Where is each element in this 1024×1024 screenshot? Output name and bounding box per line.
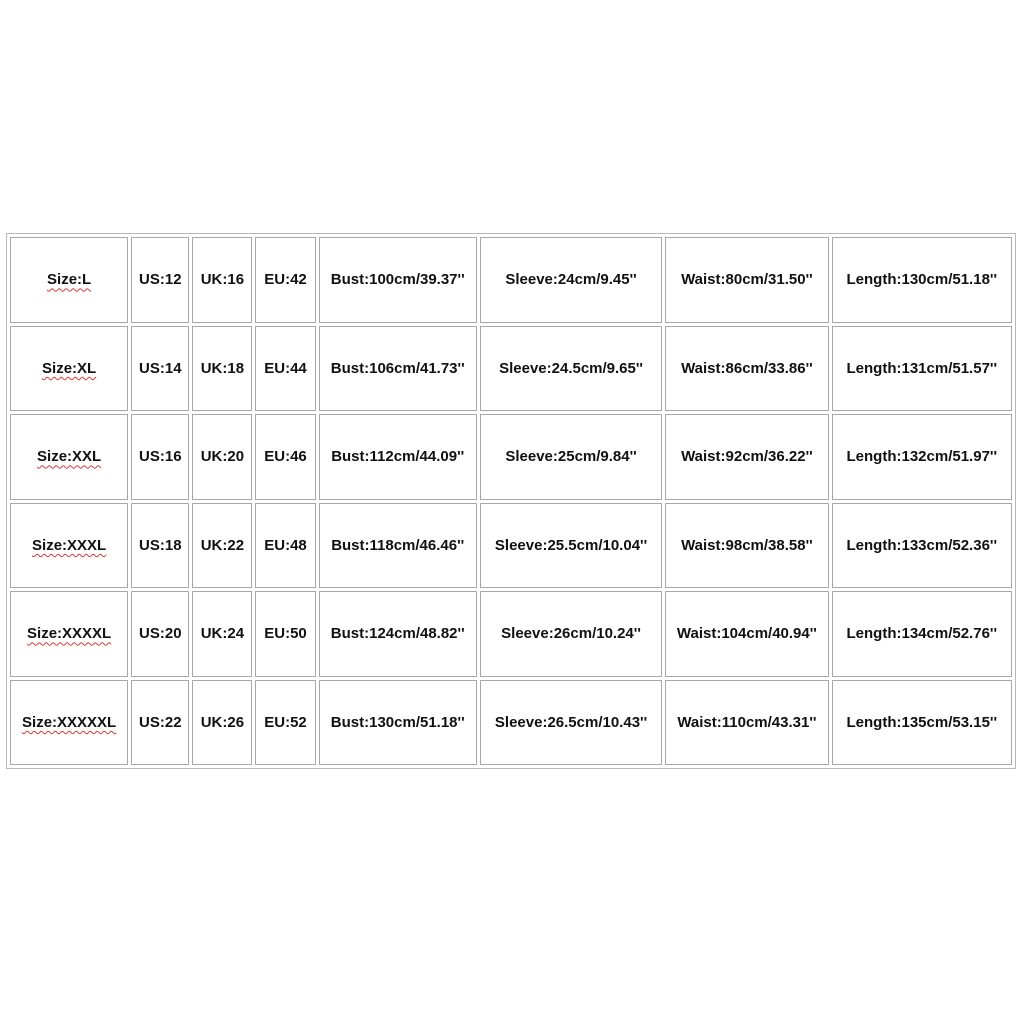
table-row	[10, 237, 1012, 323]
waist-cell: Waist:92cm/36.22''	[665, 414, 828, 500]
length-cell: Length:135cm/53.15''	[832, 680, 1012, 766]
table-row	[10, 591, 1012, 677]
size-label-cell: Size:XXXL	[10, 503, 128, 589]
length-cell: Length:130cm/51.18''	[832, 237, 1012, 323]
uk-size-cell: UK:20	[192, 414, 252, 500]
uk-size-cell: UK:18	[192, 326, 252, 412]
uk-size-cell: UK:26	[192, 680, 252, 766]
table-row	[10, 414, 1012, 500]
length-cell: Length:132cm/51.97''	[832, 414, 1012, 500]
eu-size-cell: EU:44	[255, 326, 315, 412]
us-size-cell: US:20	[131, 591, 189, 677]
us-size-cell: US:12	[131, 237, 189, 323]
size-chart-table	[6, 233, 1016, 769]
bust-cell: Bust:112cm/44.09''	[319, 414, 477, 500]
uk-size-cell: UK:16	[192, 237, 252, 323]
length-cell: Length:131cm/51.57''	[832, 326, 1012, 412]
sleeve-cell: Sleeve:24cm/9.45''	[480, 237, 662, 323]
us-size-cell: US:22	[131, 680, 189, 766]
us-size-cell: US:16	[131, 414, 189, 500]
waist-cell: Waist:80cm/31.50''	[665, 237, 828, 323]
sleeve-cell: Sleeve:24.5cm/9.65''	[480, 326, 662, 412]
table-row	[10, 680, 1012, 766]
waist-cell: Waist:110cm/43.31''	[665, 680, 828, 766]
waist-cell: Waist:98cm/38.58''	[665, 503, 828, 589]
bust-cell: Bust:106cm/41.73''	[319, 326, 477, 412]
uk-size-cell: UK:22	[192, 503, 252, 589]
table-row	[10, 503, 1012, 589]
bust-cell: Bust:118cm/46.46''	[319, 503, 477, 589]
size-label-cell: Size:L	[10, 237, 128, 323]
sleeve-cell: Sleeve:25cm/9.84''	[480, 414, 662, 500]
eu-size-cell: EU:46	[255, 414, 315, 500]
length-cell: Length:134cm/52.76''	[832, 591, 1012, 677]
eu-size-cell: EU:52	[255, 680, 315, 766]
sleeve-cell: Sleeve:25.5cm/10.04''	[480, 503, 662, 589]
eu-size-cell: EU:42	[255, 237, 315, 323]
size-label-cell: Size:XXXXXL	[10, 680, 128, 766]
waist-cell: Waist:86cm/33.86''	[665, 326, 828, 412]
eu-size-cell: EU:48	[255, 503, 315, 589]
size-label-cell: Size:XXL	[10, 414, 128, 500]
waist-cell: Waist:104cm/40.94''	[665, 591, 828, 677]
length-cell: Length:133cm/52.36''	[832, 503, 1012, 589]
us-size-cell: US:14	[131, 326, 189, 412]
bust-cell: Bust:124cm/48.82''	[319, 591, 477, 677]
bust-cell: Bust:130cm/51.18''	[319, 680, 477, 766]
eu-size-cell: EU:50	[255, 591, 315, 677]
uk-size-cell: UK:24	[192, 591, 252, 677]
us-size-cell: US:18	[131, 503, 189, 589]
sleeve-cell: Sleeve:26.5cm/10.43''	[480, 680, 662, 766]
sleeve-cell: Sleeve:26cm/10.24''	[480, 591, 662, 677]
size-label-cell: Size:XL	[10, 326, 128, 412]
bust-cell: Bust:100cm/39.37''	[319, 237, 477, 323]
table-row	[10, 326, 1012, 412]
size-label-cell: Size:XXXXL	[10, 591, 128, 677]
